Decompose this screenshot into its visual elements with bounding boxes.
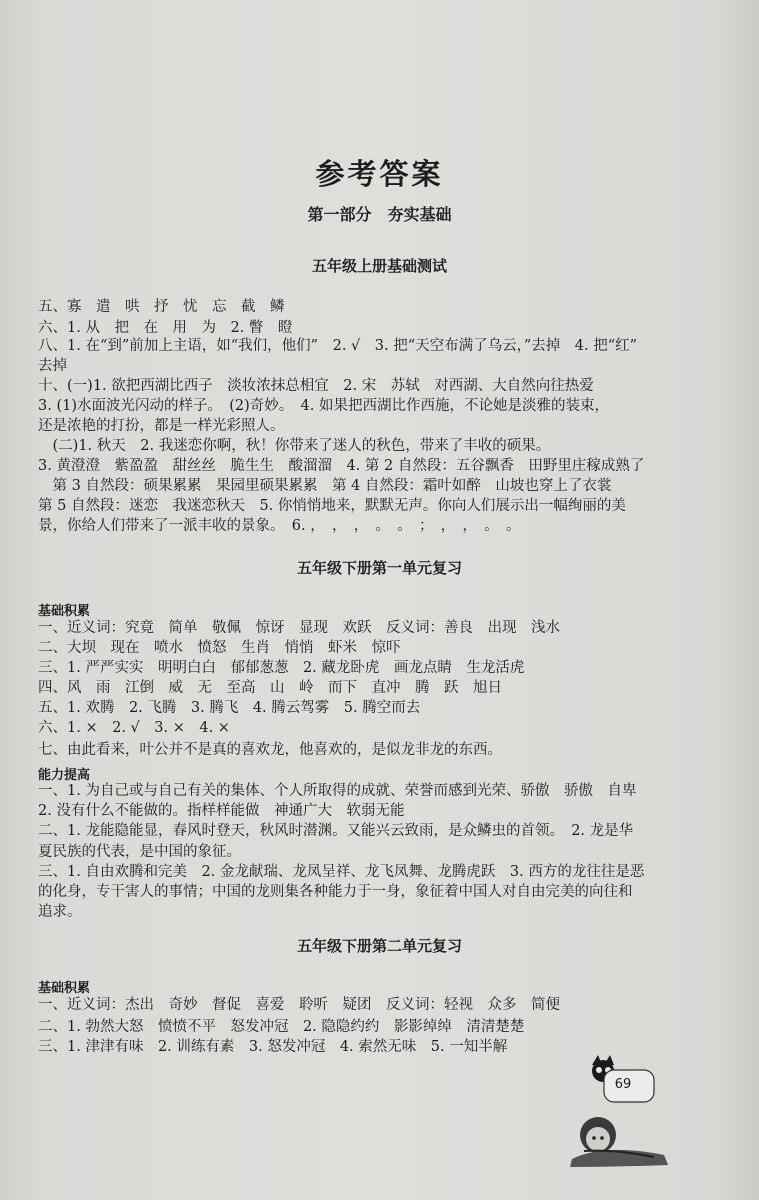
answer-line: 四、风 雨 江倒 威 无 至高 山 岭 而下 直冲 腾 跃 旭日 <box>38 680 502 696</box>
answer-line: 三、1. 自由欢腾和完美 2. 金龙献瑞、龙凤呈祥、龙飞凤舞、龙腾虎跃 3. 西方的龙往往是恶 <box>38 864 645 880</box>
subheading-basic: 基础积累 <box>38 981 91 996</box>
answer-line: 一、1. 为自己或与自己有关的集体、个人所取得的成就、荣誉而感到光荣、骄傲 骄傲 自卑 <box>38 783 637 799</box>
answer-line: 十、(一)1. 欲把西湖比西子 淡妆浓抹总相宜 2. 宋 苏轼 对西湖、大自然向往热爱 <box>38 378 594 394</box>
section-heading-grade5-unit2: 五年级下册第二单元复习 <box>296 937 462 955</box>
answer-line: 六、1. × 2. √ 3. × 4. × <box>38 720 230 736</box>
section-heading-grade5-first-term: 五年级上册基础测试 <box>311 257 447 275</box>
answer-line: 追求。 <box>38 904 82 920</box>
answer-line: 二、大坝 现在 喷水 愤怒 生肖 悄悄 虾米 惊吓 <box>38 640 401 656</box>
answer-line: 第 3 自然段：硕果累累 果园里硕果累累 第 4 自然段：霜叶如醉 山坡也穿上了衣裳 <box>38 478 612 494</box>
answer-line: 2. 没有什么不能做的。指样样能做 神通广大 软弱无能 <box>38 803 405 819</box>
answer-line: 去掉 <box>38 358 67 374</box>
answer-line: 七、由此看来，叶公并不是真的喜欢龙，他喜欢的，是似龙非龙的东西。 <box>38 742 502 758</box>
answer-line: 3. (1)水面波光闪动的样子。 (2)奇妙。 4. 如果把西湖比作西施，不论她是淡雅的装束， <box>38 398 609 414</box>
page-number: 69 <box>614 1077 632 1092</box>
answer-line: 三、1. 严严实实 明明白白 郁郁葱葱 2. 藏龙卧虎 画龙点睛 生龙活虎 <box>38 660 525 676</box>
answer-line: 三、1. 津津有味 2. 训练有素 3. 怒发冲冠 4. 索然无味 5. 一知半解 <box>38 1039 508 1055</box>
answer-line: 一、近义词：杰出 奇妙 督促 喜爱 聆听 疑团 反义词：轻视 众多 简便 <box>38 997 560 1013</box>
child-icon <box>570 1117 668 1167</box>
subheading-basic: 基础积累 <box>38 604 91 619</box>
answer-line: 二、1. 勃然大怒 愤愤不平 怒发冲冠 2. 隐隐约约 影影绰绰 清清楚楚 <box>38 1019 525 1035</box>
answer-line: 二、1. 龙能隐能显，春风时登天，秋风时潜渊。又能兴云致雨，是众鳞虫的首领。 2. 龙是华 <box>38 823 634 839</box>
answer-line: 的化身，专干害人的事情；中国的龙则集各种能力于一身，象征着中国人对自由完美的向往和 <box>38 884 633 900</box>
answer-line: 五、寡 遣 哄 抒 忧 忘 截 鳞 <box>38 299 285 315</box>
answer-line: 一、近义词：究竟 简单 敬佩 惊讶 显现 欢跃 反义词：善良 出现 浅水 <box>38 620 560 636</box>
page-title: 参考答案 <box>315 157 444 191</box>
part-heading: 第一部分 夯实基础 <box>307 205 452 224</box>
section-heading-grade5-unit1: 五年级下册第一单元复习 <box>296 559 462 577</box>
answer-line: 五、1. 欢腾 2. 飞腾 3. 腾飞 4. 腾云驾雾 5. 腾空而去 <box>38 700 421 716</box>
answer-line: 夏民族的代表，是中国的象征。 <box>38 844 241 860</box>
answer-line: 八、1. 在“到”前加上主语，如“我们，他们” 2. √ 3. 把“天空布满了乌云，”去掉 4. 把“红” <box>38 338 638 354</box>
answer-line: 景，你给人们带来了一派丰收的景象。 6. ， ， ， 。 。 ； ， ， 。 。 <box>38 518 521 534</box>
answer-line: 六、1. 从 把 在 用 为 2. 瞥 瞪 <box>38 320 293 336</box>
answer-line: (二)1. 秋天 2. 我迷恋你啊，秋！你带来了迷人的秋色，带来了丰收的硕果。 <box>38 438 551 454</box>
answer-line: 3. 黄澄澄 紫盈盈 甜丝丝 脆生生 酸溜溜 4. 第 2 自然段：五谷飘香 田野里庄稼成熟了 <box>38 458 645 474</box>
answer-line: 第 5 自然段：迷恋 我迷恋秋天 5. 你悄悄地来，默默无声。你向人们展示出一幅绚丽的美 <box>38 498 626 514</box>
answer-line: 还是浓艳的打扮，都是一样光彩照人。 <box>38 418 285 434</box>
subheading-ability: 能力提高 <box>38 768 91 783</box>
